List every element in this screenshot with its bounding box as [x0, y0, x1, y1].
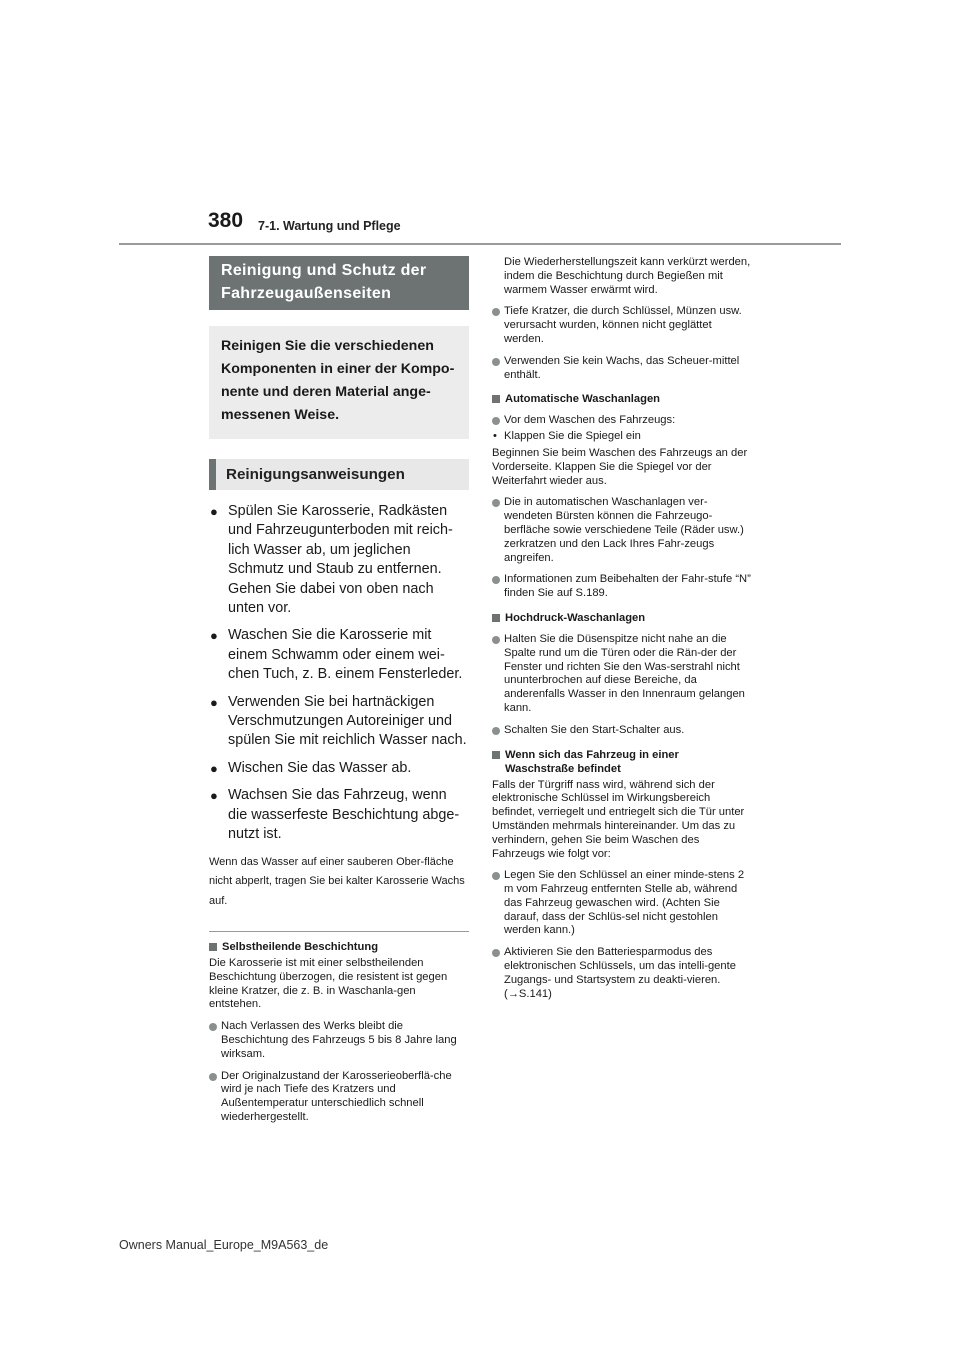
circle-bullet-icon: [492, 949, 500, 957]
list-item: Nach Verlassen des Werks bleibt die Beschichtung des Fahrzeugs 5 bis 8 Jahre lang wirksam.: [209, 1020, 469, 1061]
list-item: Vor dem Waschen des Fahrzeugs:: [492, 414, 754, 428]
circle-bullet-icon: [492, 358, 500, 366]
bullet-icon: ●: [210, 504, 218, 519]
list-item: ● Wischen Sie das Wasser ab.: [209, 759, 469, 778]
circle-bullet-icon: [492, 417, 500, 425]
list-item: Halten Sie die Düsenspitze nicht nahe an die Spalte rund um die Türen oder die Rän-der der Fenster und richten Sie den Was-serstrahl nicht ununterbrochen auf diese Bereiche, da anderenfalls Wasser in den Innenraum gelangen kann.: [492, 633, 754, 716]
sub-bullet-item: • Klappen Sie die Spiegel ein: [493, 430, 641, 443]
footer-doc-id: Owners Manual_Europe_M9A563_de: [119, 1238, 329, 1252]
circle-bullet-icon: [492, 576, 500, 584]
bullet-icon: ●: [210, 760, 218, 776]
header-divider: [119, 243, 841, 245]
instructions-list: [209, 502, 469, 845]
circle-bullet-icon: [492, 727, 500, 735]
list-item: Schalten Sie den Start-Schalter aus.: [492, 724, 754, 738]
section-divider: [209, 931, 469, 932]
intro-box: Reinigen Sie die verschiedenen Komponenten in einer der Kompo-nente und deren Material ange-messenen Weise.: [209, 326, 469, 439]
circle-bullet-icon: [492, 499, 500, 507]
list-item: Verwenden Sie kein Wachs, das Scheuer-mittel enthält.: [492, 355, 754, 383]
right-column: [492, 256, 754, 1001]
auto-wash-text: Beginnen Sie beim Waschen des Fahrzeugs an der Vorderseite. Klappen Sie die Spiegel vor der Weiterfahrt wieder aus.: [492, 446, 748, 487]
list-item: Informationen zum Beibehalten der Fahr-stufe “N” finden Sie auf S.189.: [492, 573, 754, 601]
square-bullet-icon: [492, 614, 500, 622]
left-column: [209, 256, 469, 1125]
dot-icon: •: [493, 430, 497, 443]
list-item: ● Spülen Sie Karosserie, Radkästen und Fahrzeugunterboden mit reich-lich Wasser ab, um jeglichen Schmutz und Staub zu entfernen. Gehen Sie dabei von oben nach unten vor.: [210, 503, 453, 617]
selfheal-text: Die Karosserie ist mit einer selbstheilenden Beschichtung überzogen, die resistent ist gegen kleine Kratzer, die z. B. in Waschanla-gen entstehen.: [209, 957, 448, 1011]
bullet-icon: ●: [210, 788, 218, 804]
high-pressure-heading: Hochdruck-Waschanlagen: [492, 611, 754, 625]
list-item: Legen Sie den Schlüssel an einer minde-stens 2 m vom Fahrzeug entfernten Stelle ab, während das Fahrzeug gewaschen wird. (Achten Sie darauf, dass der Schlüs-sel nicht gestohlen werden kann.): [492, 869, 754, 938]
section-title: 7-1. Wartung und Pflege: [258, 219, 401, 233]
square-bullet-icon: [209, 943, 217, 951]
page-number: 380: [208, 209, 244, 232]
car-wash-heading: Wenn sich das Fahrzeug in einer Waschstraße befindet: [492, 748, 754, 776]
circle-bullet-icon: [492, 308, 500, 316]
square-bullet-icon: [492, 751, 500, 759]
bullet-icon: ●: [210, 628, 218, 644]
list-item: Die in automatischen Waschanlagen ver-wendeten Bürsten können die Fahrzeugo-berfläche sowie verschiedene Teile (Räder usw.) zerkratzen und den Lack Ihres Fahr-zeugs angreifen.: [492, 496, 754, 565]
car-wash-text: Falls der Türgriff nass wird, während sich der elektronische Schlüssel im Wirkungsbereich befindet, verriegelt und entriegelt sich die Tür unter Umständen mehrmals hintereinander. Um das zu verhindern, gehen Sie beim Waschen des Fahrzeugs wie folgt vor:: [492, 778, 745, 860]
list-item: Der Originalzustand der Karosserieoberflä-che wird je nach Tiefe des Kratzers und Außentemperatur unterschiedlich schnell wiederhergestellt.: [209, 1070, 469, 1125]
list-item: Tiefe Kratzer, die durch Schlüssel, Münzen usw. verursacht wurden, können nicht geglättet werden.: [492, 305, 754, 346]
circle-bullet-icon: [209, 1073, 217, 1081]
list-item: ● Waschen Sie die Karosserie mit einem Schwamm oder einem wei-chen Tuch, z. B. einem Fensterleder.: [210, 627, 463, 683]
list-item: ● Verwenden Sie bei hartnäckigen Verschmutzungen Autoreiniger und spülen Sie mit reichlich Wasser nach.: [210, 693, 467, 749]
list-item: Aktivieren Sie den Batteriesparmodus des elektronischen Schlüssels, um das intelli-gente Zugangs- und Startsystem zu deakti-vieren. (→S.141): [492, 946, 754, 1001]
continued-text: Die Wiederherstellungszeit kann verkürzt werden, indem die Beschichtung durch Begießen mit warmem Wasser erwärmt wird.: [504, 256, 751, 296]
circle-bullet-icon: [492, 636, 500, 644]
section-banner: Reinigung und Schutz der Fahrzeugaußenseiten: [209, 256, 469, 310]
list-item: ● Wachsen Sie das Fahrzeug, wenn die wasserfeste Beschichtung abge-nutzt ist.: [210, 787, 460, 843]
wax-note: Wenn das Wasser auf einer sauberen Ober-fläche nicht abperlt, tragen Sie bei kalter Karosserie Wachs auf.: [209, 855, 465, 907]
instructions-heading: Reinigungsanweisungen: [209, 459, 469, 490]
auto-wash-heading: Automatische Waschanlagen: [492, 392, 754, 406]
square-bullet-icon: [492, 395, 500, 403]
circle-bullet-icon: [492, 872, 500, 880]
bullet-icon: ●: [210, 694, 218, 710]
circle-bullet-icon: [209, 1023, 217, 1031]
selfheal-heading: Selbstheilende Beschichtung: [209, 940, 469, 954]
